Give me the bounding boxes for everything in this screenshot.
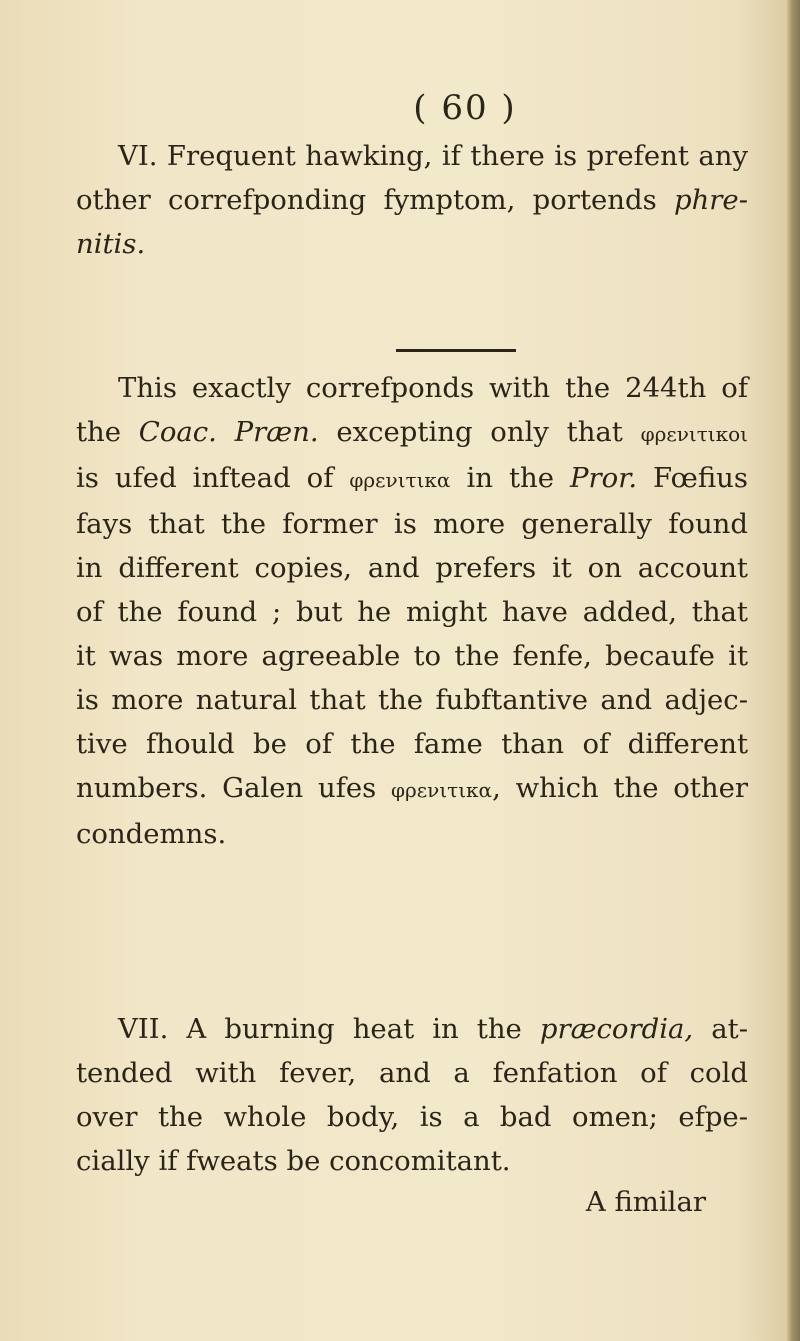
page-gutter-shadow (786, 0, 800, 1341)
commentary-line: numbers. Galen ufes φρενιτικα, which the other (76, 772, 748, 804)
commentary-line: of the found ; but he might have added, that (76, 596, 748, 628)
section-vi-line: other correfponding fymptom, portends phre- (76, 184, 748, 216)
section-vii (76, 1007, 748, 1183)
section-vi (76, 134, 748, 266)
commentary-line: is ufed inftead of φρενιτικα in the Pror. Fœfius (76, 462, 748, 494)
section-vii-line: VII. A burning heat in the præcordia, at- (118, 1013, 748, 1045)
section-vi-line: nitis. (76, 228, 146, 260)
commentary-line: the Coac. Præn. excepting only that φρενιτικοι (76, 416, 749, 448)
section-vii-line: cially if fweats be concomitant. (76, 1145, 511, 1177)
commentary-line: is more natural that the fubftantive and adjec- (76, 684, 748, 716)
catchword: A fimilar (585, 1186, 706, 1218)
commentary-paragraph (76, 366, 748, 856)
section-vii-line: over the whole body, is a bad omen; efpe- (76, 1101, 748, 1133)
commentary-line: it was more agreeable to the fenfe, becaufe it (76, 640, 748, 672)
section-vi-line: VI. Frequent hawking, if there is prefent any (118, 140, 748, 172)
commentary-line: condemns. (76, 818, 227, 850)
section-vii-line: tended with fever, and a fenfation of cold (76, 1057, 748, 1089)
page-number: ( 60 ) (413, 88, 517, 128)
commentary-line: in different copies, and prefers it on account (76, 552, 748, 584)
commentary-line: This exactly correfponds with the 244th of (118, 372, 748, 404)
section-divider-rule (396, 349, 516, 352)
commentary-line: tive fhould be of the fame than of different (76, 728, 748, 760)
commentary-line: fays that the former is more generally found (76, 508, 748, 540)
